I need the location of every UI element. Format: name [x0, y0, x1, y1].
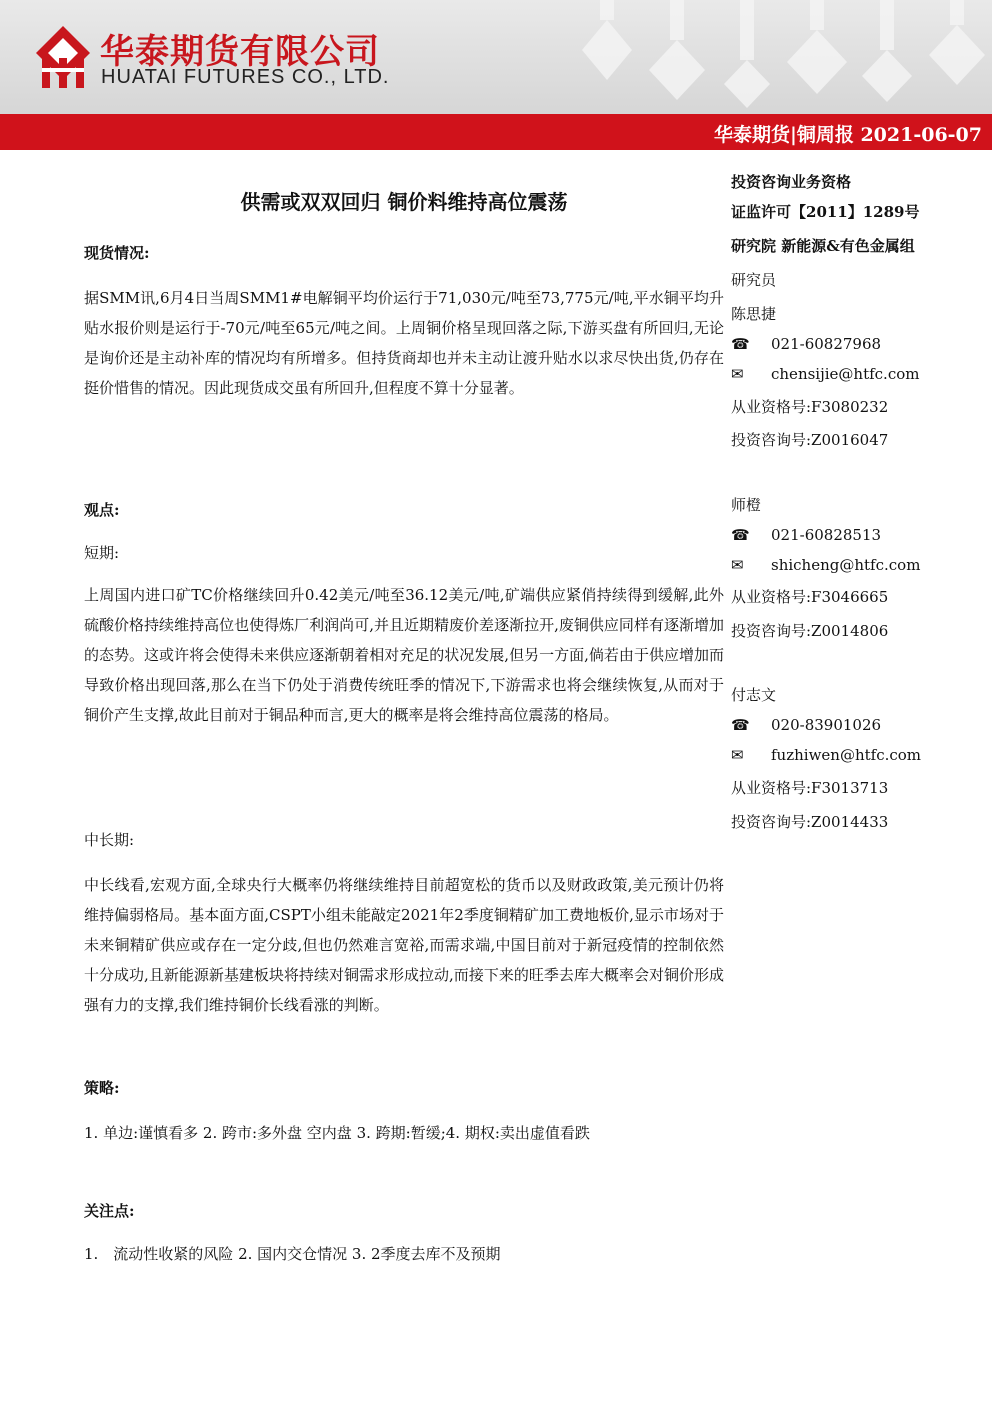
phone-icon: ☎ — [731, 716, 750, 734]
phone-icon: ☎ — [731, 335, 750, 353]
analyst-phone — [731, 335, 881, 353]
mail-icon: ✉ — [731, 365, 744, 383]
spot-heading: 现货情况: — [84, 244, 150, 262]
report-header — [0, 0, 992, 114]
email-address[interactable]: chensijie@htfc.com — [771, 365, 920, 383]
mail-icon: ✉ — [731, 556, 744, 574]
view-heading: 观点: — [84, 501, 120, 519]
report-banner-text: 华泰期货|铜周报 2021-06-07 — [713, 124, 982, 146]
analyst-name: 师橙 — [731, 496, 762, 514]
institute-group: 研究院 新能源&有色金属组 — [731, 237, 915, 255]
strategy-heading: 策略: — [84, 1079, 120, 1097]
email-address[interactable]: fuzhiwen@htfc.com — [771, 746, 922, 764]
analyst-consult: 投资咨询号:Z0014806 — [731, 622, 889, 640]
phone-number: 021-60828513 — [771, 526, 882, 544]
analyst-phone — [731, 716, 881, 734]
mid-term-label: 中长期: — [84, 831, 135, 849]
email-address[interactable]: shicheng@htfc.com — [771, 556, 921, 574]
qualification: 投资咨询业务资格 — [731, 173, 852, 191]
report-title: 供需或双双回归 铜价料维持高位震荡 — [240, 190, 568, 214]
analyst-email[interactable] — [731, 746, 921, 764]
license-number: 证监许可【2011】1289号 — [731, 203, 920, 221]
analyst-phone — [731, 526, 881, 544]
analyst-email[interactable] — [731, 365, 919, 383]
analyst-name: 付志文 — [731, 686, 777, 704]
analyst-cert: 从业资格号:F3046665 — [731, 588, 889, 606]
header-decoration — [560, 0, 992, 114]
researcher-label: 研究员 — [731, 271, 777, 289]
phone-number: 021-60827968 — [771, 335, 882, 353]
phone-icon: ☎ — [731, 526, 750, 544]
analyst-consult: 投资咨询号:Z0014433 — [731, 813, 889, 831]
analyst-consult: 投资咨询号:Z0016047 — [731, 431, 889, 449]
analyst-cert: 从业资格号:F3013713 — [731, 779, 889, 797]
focus-heading: 关注点: — [84, 1202, 135, 1220]
analyst-cert: 从业资格号:F3080232 — [731, 398, 889, 416]
phone-number: 020-83901026 — [771, 716, 882, 734]
company-name-cn: 华泰期货有限公司 — [100, 32, 380, 72]
short-term-paragraph: 上周国内进口矿TC价格继续回升0.42美元/吨至36.12美元/吨,矿端供应紧俏持续得到缓解,此外硫酸价格持续维持高位也使得炼厂利润尚可,并且近期精废价差逐渐拉开,废铜供应同样有逐渐增加的态势。这或许将会使得未来供应逐渐朝着相对充足的状况发展,但另一方面,倘若由于供应增加而导致价格出现回落,那么在当下仍处于消费传统旺季的情况下,下游需求也将会继续恢复,从而对于铜价产生支撑,故此目前对于铜品种而言,更大的概率是将会维持高位震荡的格局。 — [84, 586, 724, 724]
company-name-en: HUATAI FUTURES CO., LTD. — [101, 66, 390, 88]
mail-icon: ✉ — [731, 746, 744, 764]
spot-paragraph: 据SMM讯,6月4日当周SMM1#电解铜平均价运行于71,030元/吨至73,775元/吨,平水铜平均升贴水报价则是运行于-70元/吨至65元/吨之间。上周铜价格呈现回落之际,下游买盘有所回归,无论是询价还是主动补库的情况均有所增多。但持货商却也并未主动让渡升贴水以求尽快出货,仍存在挺价惜售的情况。因此现货成交虽有所回升,但程度不算十分显著。 — [84, 289, 724, 397]
analyst-email[interactable] — [731, 556, 920, 574]
huatai-logo-icon — [34, 24, 92, 90]
mid-term-paragraph: 中长线看,宏观方面,全球央行大概率仍将继续维持目前超宽松的货币以及财政政策,美元预计仍将维持偏弱格局。基本面方面,CSPT小组未能敲定2021年2季度铜精矿加工费地板价,显示市场对于未来铜精矿供应或存在一定分歧,但也仍然难言宽裕,而需求端,中国目前对于新冠疫情的控制依然十分成功,且新能源新基建板块将持续对铜需求形成拉动,而接下来的旺季去库大概率会对铜价形成强有力的支撑,我们维持铜价长线看涨的判断。 — [84, 876, 724, 1014]
short-term-label: 短期: — [84, 544, 120, 562]
analyst-name: 陈思捷 — [731, 305, 777, 323]
focus-paragraph: 1. 流动性收紧的风险 2. 国内交仓情况 3. 2季度去库不及预期 — [84, 1245, 501, 1263]
strategy-paragraph: 1. 单边:谨慎看多 2. 跨市:多外盘 空内盘 3. 跨期:暂缓;4. 期权:卖出虚值看跌 — [84, 1124, 590, 1142]
report-banner — [0, 114, 992, 150]
